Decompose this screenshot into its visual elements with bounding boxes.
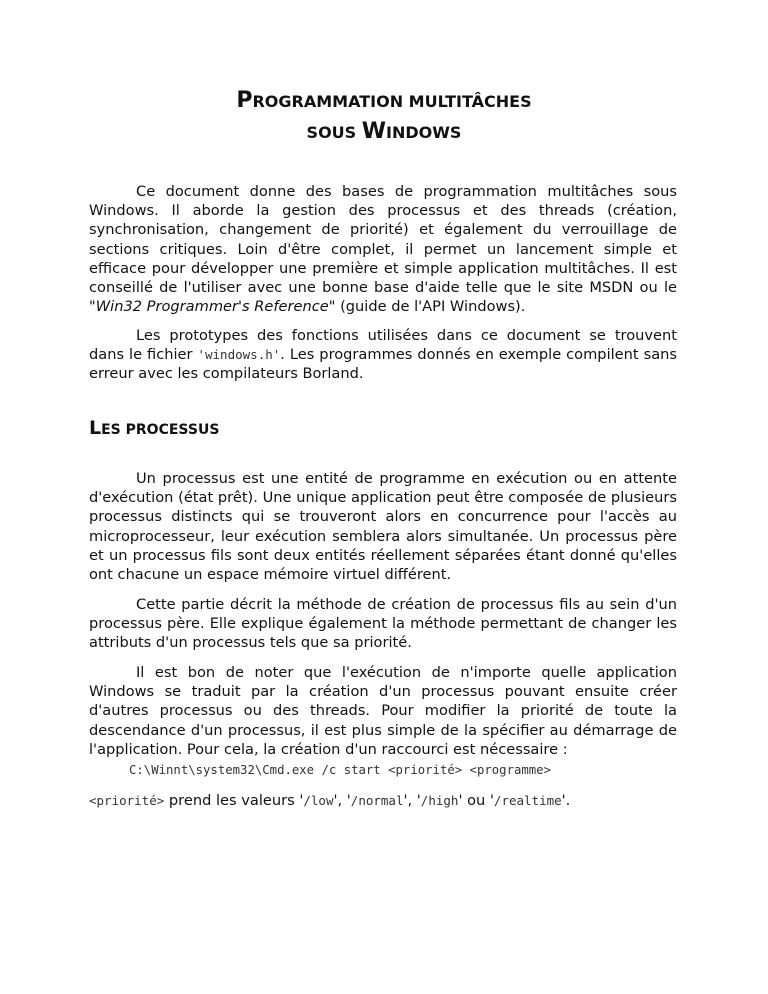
- title-rest-1: ROGRAMMATION MULTITÂCHES: [252, 92, 532, 111]
- separator-3: ' ou ': [458, 792, 494, 809]
- document-title: [0, 86, 768, 148]
- separator-2: ', ': [403, 792, 421, 809]
- section-heading-processus: [89, 414, 219, 442]
- title-line-1: [0, 86, 768, 117]
- title-prefix-2: SOUS: [306, 123, 362, 142]
- priority-placeholder: <priorité>: [89, 793, 165, 808]
- intro-p2-text: Les prototypes des fonctions utilisées dans ce document se trouvent dans le fichier: [89, 327, 677, 364]
- title-initial-p: P: [236, 88, 253, 113]
- value-realtime: /realtime: [493, 793, 562, 808]
- processus-paragraph-2: [89, 595, 677, 653]
- priority-values-paragraph: [89, 791, 677, 810]
- intro-p1-end: " (guide de l'API Windows).: [328, 298, 526, 316]
- intro-paragraph-2: [89, 326, 677, 384]
- processus-p2-text: Cette partie décrit la méthode de création de processus fils au sein d'un processus père. Elle explique également la méthode permettant de changer les attributs d'un processus tels que sa priorité.: [89, 596, 677, 652]
- win32-reference-title: Win32 Programmer's Reference: [95, 298, 329, 316]
- title-rest-2: INDOWS: [386, 123, 462, 142]
- value-normal: /normal: [350, 793, 404, 808]
- value-low: /low: [303, 793, 334, 808]
- title-line-2: [0, 117, 768, 148]
- processus-paragraph-3: [89, 663, 677, 759]
- intro-paragraph-1: [89, 182, 677, 316]
- heading-initial: L: [89, 417, 102, 439]
- processus-paragraph-1: [89, 469, 677, 584]
- separator-1: ', ': [333, 792, 351, 809]
- intro-p1-text: Ce document donne des bases de programmation multitâches sous Windows. Il aborde la gestion des processus et des threads (création, synchronisation, changement de priorité) et également du verrouillage de sections critiques. Loin d'être complet, il permet un lancement simple et efficace pour développer une première et simple application multitâches. Il est conseillé de l'utiliser avec une bonne base d'aide telle que le site MSDN ou le ": [89, 183, 677, 316]
- command-example: C:\Winnt\system32\Cmd.exe /c start <priorité> <programme>: [129, 763, 551, 777]
- processus-p1-text: Un processus est une entité de programme en exécution ou en attente d'exécution (état prêt). Une unique application peut être composée de plusieurs processus distincts qui se trouveront alors en concurrence pour l'accès au microprocesseur, leur exécution semblera alors simultanée. Un processus père et un processus fils sont deux entités réellement séparées étant donné qu'elles ont chacune un espace mémoire virtuel différent.: [89, 470, 677, 584]
- heading-rest: ES PROCESSUS: [101, 422, 220, 438]
- priority-text: prend les valeurs ': [164, 792, 304, 809]
- priority-end: '.: [561, 792, 571, 809]
- intro-p2-end: . Les programmes donnés en exemple compilent sans erreur avec les compilateurs Borland.: [89, 346, 677, 383]
- title-initial-w: W: [361, 119, 387, 144]
- value-high: /high: [420, 793, 459, 808]
- processus-p3-text: Il est bon de noter que l'exécution de n'importe quelle application Windows se traduit par la création d'un processus pouvant ensuite créer d'autres processus ou des threads. Pour modifier la priorité de toute la descendance d'un processus, il est plus simple de la spécifier au démarrage de l'application. Pour cela, la création d'un raccourci est nécessaire :: [89, 664, 677, 758]
- windows-h-filename: 'windows.h': [197, 347, 281, 363]
